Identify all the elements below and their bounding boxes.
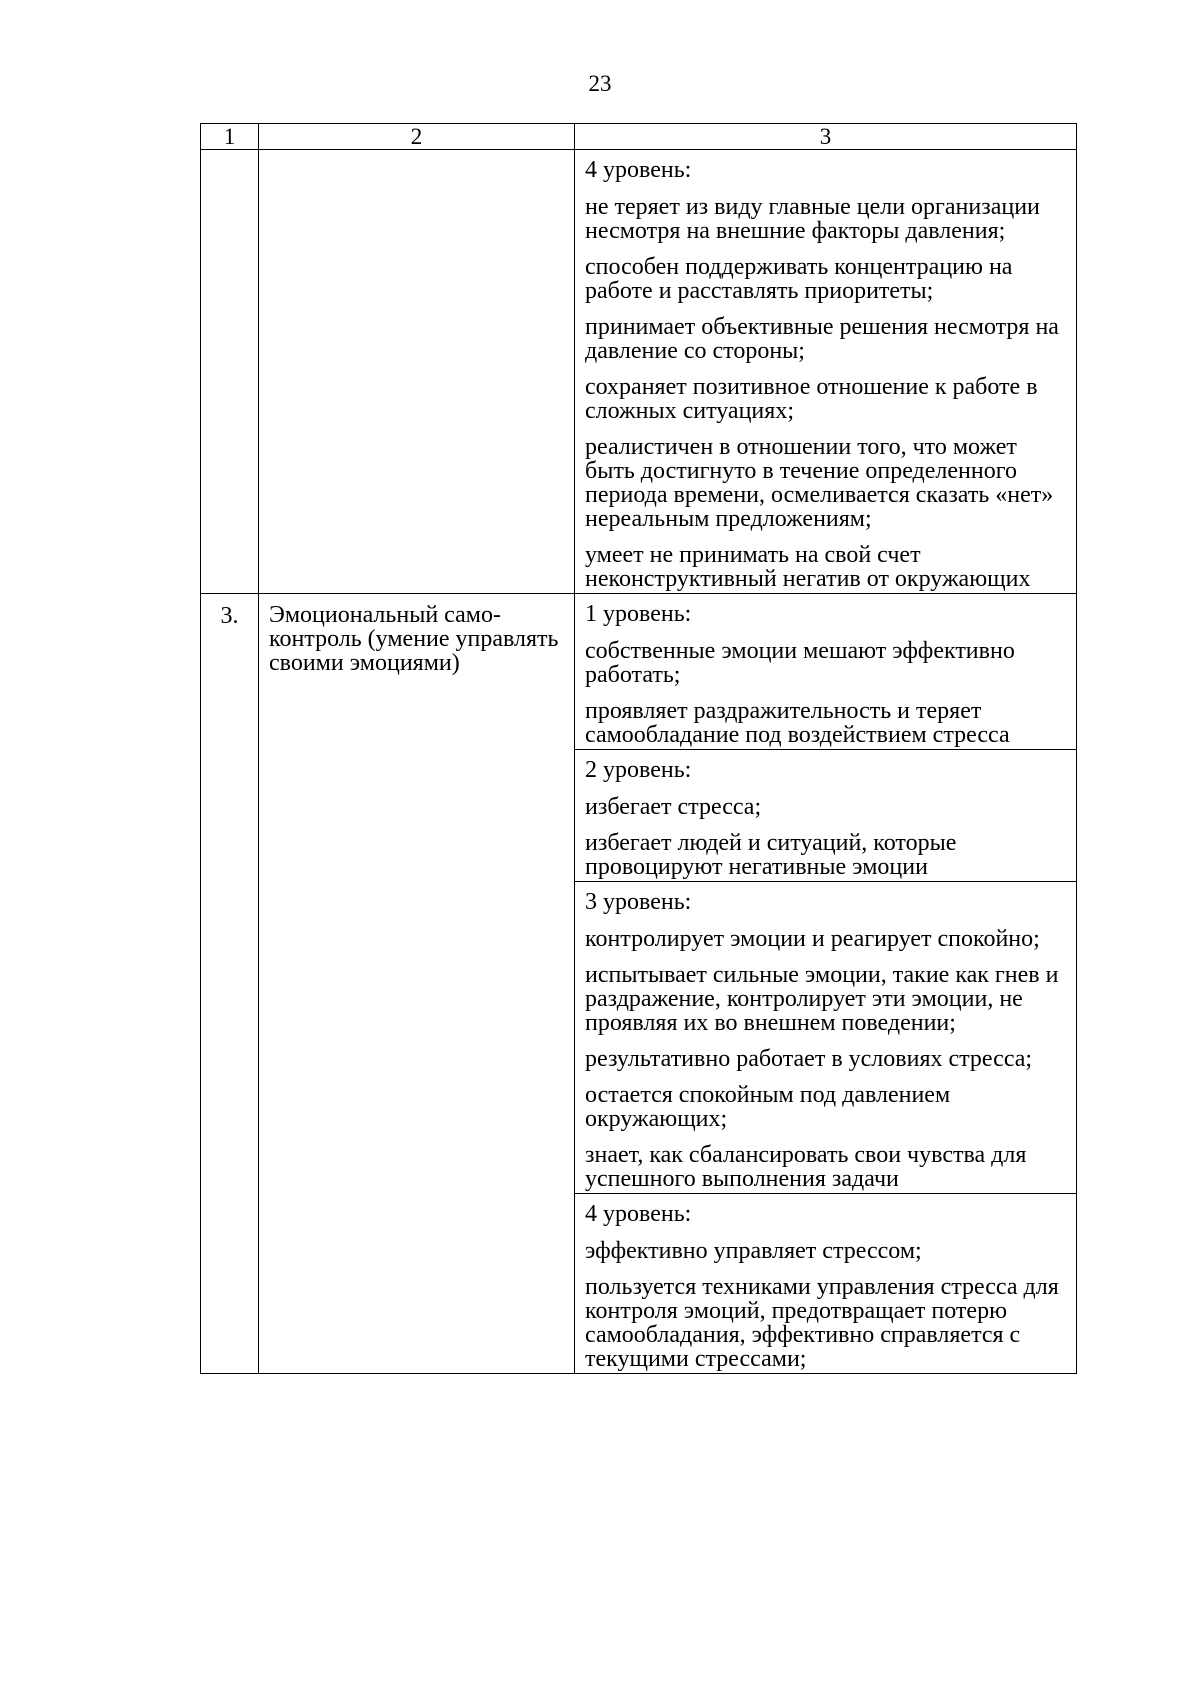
column-header-2: 2	[259, 124, 575, 150]
level-cell	[575, 150, 1077, 594]
list-item: пользуется техниками управления стресса для контроля эмоций, предотвращает потерю самообладания, эффективно справляется с текущими стрессами;	[585, 1274, 1059, 1372]
level-cell	[575, 750, 1077, 882]
list-item: испытывает сильные эмоции, такие как гнев и раздражение, контролирует эти эмоции, не проявляя их во внешнем поведении;	[585, 962, 1059, 1036]
list-item: избегает стресса;	[585, 794, 762, 820]
level-heading: 2 уровень:	[585, 757, 692, 783]
list-item: знает, как сбалансировать свои чувства для успешного выполнения задачи	[585, 1142, 1027, 1192]
table-row	[201, 594, 1077, 750]
level-heading: 1 уровень:	[585, 601, 692, 627]
list-item: избегает людей и ситуаций, которые провоцируют негативные эмоции	[585, 830, 957, 880]
competency-name: Эмоциональный само-контроль (умение управлять своими эмоциями)	[259, 594, 575, 1374]
list-item: сохраняет позитивное отношение к работе в сложных ситуациях;	[585, 374, 1038, 424]
level-cell	[575, 882, 1077, 1194]
level-heading: 4 уровень:	[585, 157, 692, 183]
column-header-3: 3	[575, 124, 1077, 150]
list-item: эффективно управляет стрессом;	[585, 1238, 922, 1264]
competency-number: 3.	[201, 594, 259, 1374]
table-row	[201, 150, 1077, 594]
level-cell	[575, 1194, 1077, 1374]
list-item: реалистичен в отношении того, что может быть достигнуто в течение определенного периода времени, осмеливается сказать «нет» нереальным предложениям;	[585, 434, 1054, 532]
level-cell	[575, 594, 1077, 750]
list-item: остается спокойным под давлением окружающих;	[585, 1082, 951, 1132]
page-number: 23	[588, 71, 612, 96]
list-item: собственные эмоции мешают эффективно работать;	[585, 638, 1015, 688]
list-item: проявляет раздражительность и теряет самообладание под воздействием стресса	[585, 698, 1010, 748]
column-header-1: 1	[201, 124, 259, 150]
list-item: контролирует эмоции и реагирует спокойно;	[585, 926, 1040, 952]
name-cell-empty	[259, 150, 575, 594]
level-heading: 3 уровень:	[585, 889, 692, 915]
table-header-row	[201, 124, 1077, 150]
competency-table	[200, 123, 1077, 1374]
list-item: способен поддерживать концентрацию на работе и расставлять приоритеты;	[585, 254, 1013, 304]
number-cell-empty	[201, 150, 259, 594]
list-item: результативно работает в условиях стресса;	[585, 1046, 1033, 1072]
list-item: умеет не принимать на свой счет неконструктивный негатив от окружающих	[585, 542, 1031, 592]
list-item: принимает объективные решения несмотря на давление со стороны;	[585, 314, 1059, 364]
level-heading: 4 уровень:	[585, 1201, 692, 1227]
list-item: не теряет из виду главные цели организации несмотря на внешние факторы давления;	[585, 194, 1040, 244]
